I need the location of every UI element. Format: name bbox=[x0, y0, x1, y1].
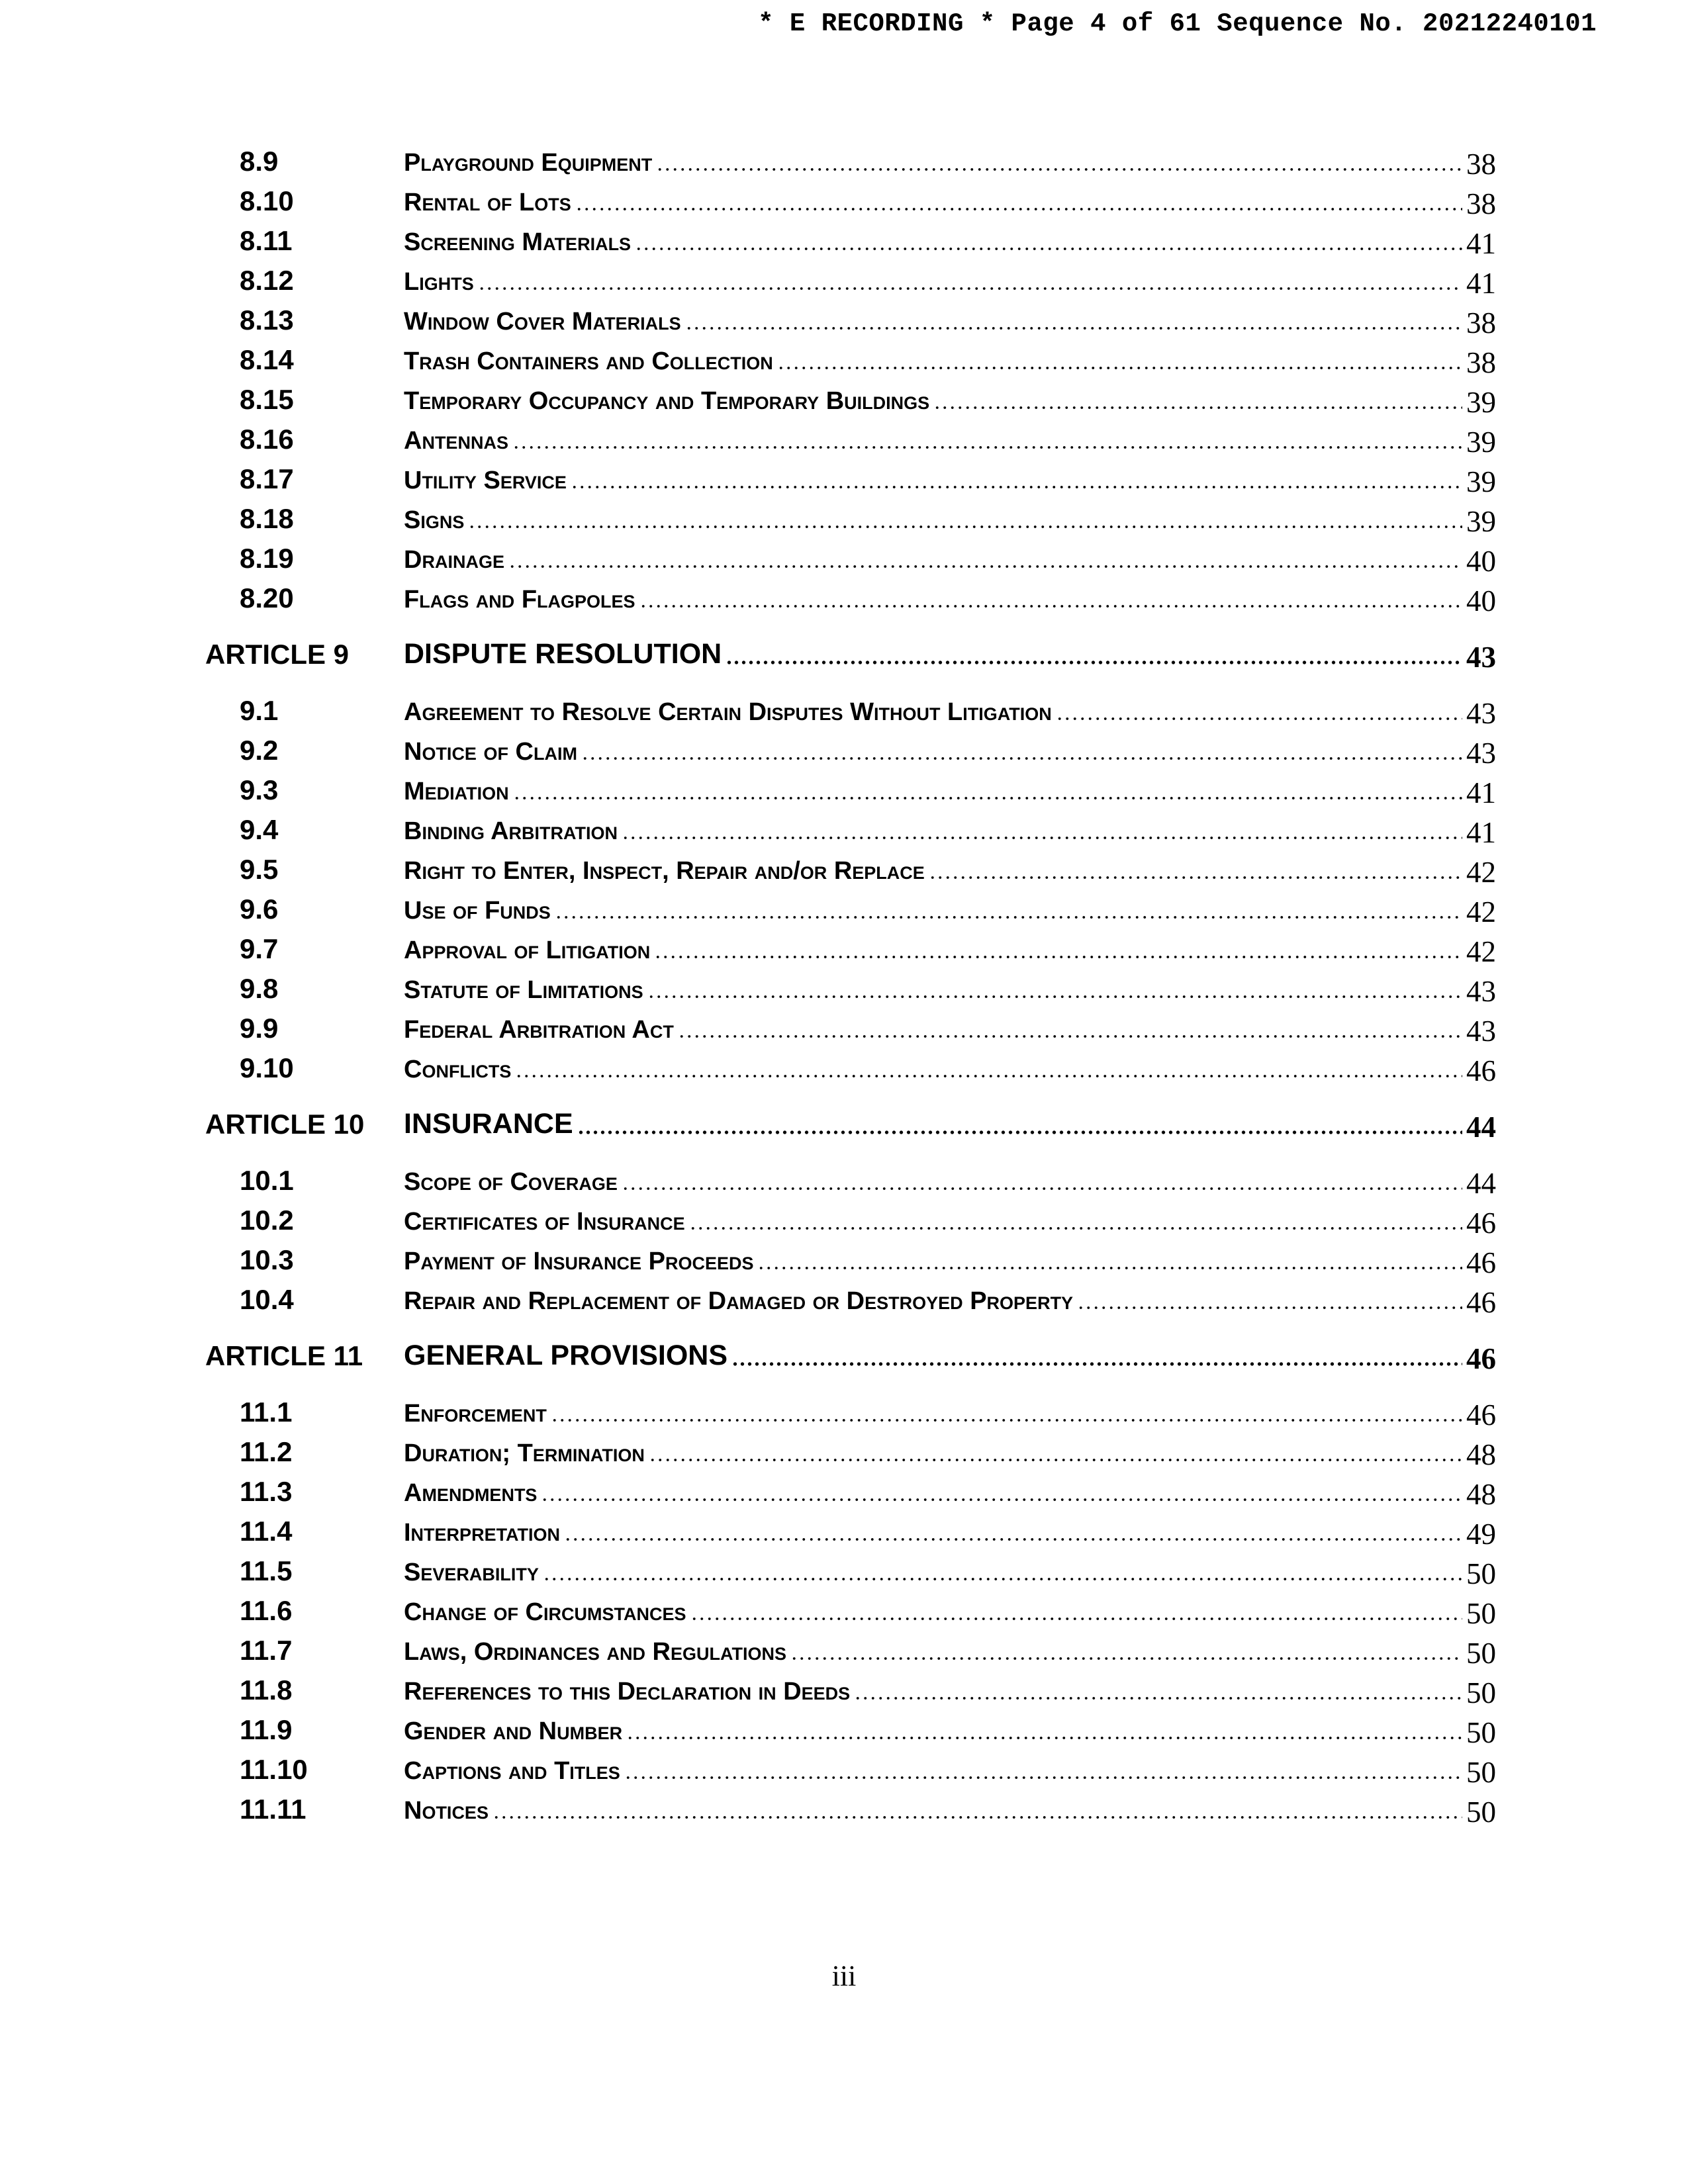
toc-entry-title: Antennas bbox=[404, 427, 508, 455]
toc-entry-page: 39 bbox=[1466, 465, 1496, 498]
toc-entry-page: 50 bbox=[1466, 1756, 1496, 1789]
dot-leader bbox=[478, 287, 1462, 291]
dot-leader bbox=[647, 995, 1462, 999]
toc-entry-title: Notice of Claim bbox=[404, 738, 577, 766]
toc-section-row bbox=[199, 1234, 1496, 1279]
toc-entry-title: Duration; Termination bbox=[404, 1439, 645, 1467]
toc-entry-title: Lights bbox=[404, 268, 474, 296]
toc-entry-title: Conflicts bbox=[404, 1056, 512, 1083]
toc-entry-number: 8.15 bbox=[240, 384, 294, 415]
toc-entry-title: Scope of Coverage bbox=[404, 1168, 618, 1196]
toc-section-row bbox=[199, 136, 1496, 181]
toc-entry-title: Amendments bbox=[404, 1479, 538, 1507]
toc-entry-number: 11.9 bbox=[240, 1714, 293, 1745]
toc-entry-number: 9.4 bbox=[240, 814, 279, 845]
toc-entry-number: 8.19 bbox=[240, 543, 294, 574]
toc-entry-title: Rental of Lots bbox=[404, 189, 571, 216]
toc-section-row bbox=[199, 1195, 1496, 1240]
toc-entry-number: 9.9 bbox=[240, 1013, 279, 1044]
toc-section-row bbox=[199, 1003, 1496, 1048]
toc-section-row bbox=[199, 453, 1496, 498]
toc-section-row bbox=[199, 884, 1496, 929]
toc-entry-number: 8.16 bbox=[240, 424, 294, 455]
toc-section-row bbox=[199, 215, 1496, 260]
toc-entry-title: Mediation bbox=[404, 778, 509, 805]
toc-section-row bbox=[199, 844, 1496, 889]
toc-entry-page: 50 bbox=[1466, 1796, 1496, 1829]
toc-entry-page: 41 bbox=[1466, 776, 1496, 809]
toc-entry-number: 8.11 bbox=[240, 225, 293, 256]
toc-entry-title: Change of Circumstances bbox=[404, 1598, 686, 1626]
toc-entry-page: 46 bbox=[1466, 1246, 1496, 1279]
toc-entry-number: 11.11 bbox=[240, 1794, 306, 1825]
toc-entry-number: 10.1 bbox=[240, 1165, 294, 1196]
toc-entry-number: 11.5 bbox=[240, 1555, 293, 1586]
toc-section-row bbox=[199, 1466, 1496, 1511]
toc-entry-page: 50 bbox=[1466, 1716, 1496, 1749]
toc-section-row bbox=[199, 175, 1496, 220]
toc-entry-title: Utility Service bbox=[404, 467, 567, 494]
toc-entry-number: 9.7 bbox=[240, 933, 279, 964]
dot-leader bbox=[933, 406, 1462, 410]
toc-entry-page: 40 bbox=[1466, 545, 1496, 578]
dot-leader bbox=[678, 1034, 1462, 1038]
toc-entry-page: 38 bbox=[1466, 306, 1496, 340]
toc-section-row bbox=[199, 1704, 1496, 1749]
toc-section-row bbox=[199, 685, 1496, 730]
toc-section-row bbox=[199, 1585, 1496, 1630]
toc-entry-number: 9.2 bbox=[240, 735, 279, 766]
toc-entry-number: 9.8 bbox=[240, 973, 279, 1004]
toc-entry-page: 42 bbox=[1466, 895, 1496, 929]
toc-entry-number: 10.2 bbox=[240, 1205, 294, 1236]
dot-leader bbox=[626, 1736, 1462, 1740]
dot-leader bbox=[929, 876, 1462, 880]
toc-entry-number: 8.17 bbox=[240, 463, 294, 494]
toc-entry-number: 10.3 bbox=[240, 1244, 294, 1275]
toc-section-row bbox=[199, 334, 1496, 379]
toc-section-row bbox=[199, 804, 1496, 849]
toc-entry-title: INSURANCE bbox=[404, 1108, 573, 1140]
dot-leader bbox=[790, 1657, 1462, 1661]
dot-leader bbox=[577, 1130, 1462, 1134]
toc-entry-page: 41 bbox=[1466, 267, 1496, 300]
dot-leader bbox=[551, 1418, 1462, 1422]
toc-section-row bbox=[199, 1155, 1496, 1200]
toc-section-row bbox=[199, 1042, 1496, 1087]
recording-header: * E RECORDING * Page 4 of 61 Sequence No. 20212240101 bbox=[758, 9, 1597, 38]
toc-entry-number: 8.14 bbox=[240, 344, 294, 375]
toc-section-row bbox=[199, 1625, 1496, 1670]
toc-entry-page: 42 bbox=[1466, 935, 1496, 968]
toc-entry-title: GENERAL PROVISIONS bbox=[404, 1340, 728, 1371]
toc-entry-number: 11.2 bbox=[240, 1436, 293, 1467]
toc-entry-number: 11.6 bbox=[240, 1595, 293, 1626]
toc-entry-number: ARTICLE 9 bbox=[205, 639, 350, 670]
toc-entry-title: DISPUTE RESOLUTION bbox=[404, 638, 722, 670]
dot-leader bbox=[512, 445, 1462, 449]
toc-entry-page: 44 bbox=[1466, 1167, 1496, 1200]
toc-section-row bbox=[199, 533, 1496, 578]
toc-entry-title: Use of Funds bbox=[404, 897, 551, 925]
toc-entry-page: 43 bbox=[1466, 975, 1496, 1008]
toc-section-row bbox=[199, 1744, 1496, 1789]
dot-leader bbox=[513, 796, 1462, 800]
toc-entry-number: 8.12 bbox=[240, 265, 294, 296]
toc-entry-title: Screening Materials bbox=[404, 228, 632, 256]
toc-section-row bbox=[199, 1784, 1496, 1829]
toc-section-row bbox=[199, 1274, 1496, 1319]
toc-section-row bbox=[199, 1426, 1496, 1471]
toc-entry-title: Flags and Flagpoles bbox=[404, 586, 635, 614]
toc-entry-number: 9.6 bbox=[240, 893, 279, 925]
dot-leader bbox=[639, 604, 1462, 608]
toc-entry-page: 46 bbox=[1466, 1206, 1496, 1240]
toc-entry-title: References to this Declaration in Deeds bbox=[404, 1678, 851, 1706]
toc-entry-page: 46 bbox=[1466, 1054, 1496, 1087]
dot-leader bbox=[726, 660, 1462, 664]
toc-entry-title: Gender and Number bbox=[404, 1717, 623, 1745]
toc-article-row bbox=[199, 629, 1496, 674]
toc-entry-page: 46 bbox=[1466, 1398, 1496, 1432]
toc-entry-page: 50 bbox=[1466, 1597, 1496, 1630]
toc-entry-page: 50 bbox=[1466, 1637, 1496, 1670]
toc-entry-title: Enforcement bbox=[404, 1400, 547, 1428]
toc-entry-page: 46 bbox=[1466, 1342, 1496, 1375]
dot-leader bbox=[508, 565, 1462, 569]
toc-entry-page: 41 bbox=[1466, 227, 1496, 260]
toc-entry-page: 43 bbox=[1466, 641, 1496, 674]
toc-entry-title: Window Cover Materials bbox=[404, 308, 681, 336]
dot-leader bbox=[777, 366, 1462, 370]
dot-leader bbox=[543, 1577, 1462, 1581]
toc-section-row bbox=[199, 374, 1496, 419]
dot-leader bbox=[468, 525, 1462, 529]
dot-leader bbox=[492, 1815, 1462, 1819]
toc-entry-page: 49 bbox=[1466, 1518, 1496, 1551]
toc-section-row bbox=[199, 923, 1496, 968]
toc-entry-number: 9.5 bbox=[240, 854, 279, 885]
toc-entry-number: 8.18 bbox=[240, 503, 294, 534]
toc-entry-title: Right to Enter, Inspect, Repair and/or Replace bbox=[404, 857, 925, 885]
toc-section-row bbox=[199, 414, 1496, 459]
toc-entry-title: Trash Containers and Collection bbox=[404, 347, 773, 375]
toc-entry-title: Repair and Replacement of Damaged or Destroyed Property bbox=[404, 1287, 1074, 1315]
dot-leader bbox=[624, 1776, 1462, 1780]
dot-leader bbox=[689, 1226, 1462, 1230]
toc-section-row bbox=[199, 255, 1496, 300]
toc-entry-page: 48 bbox=[1466, 1478, 1496, 1511]
toc-entry-page: 43 bbox=[1466, 737, 1496, 770]
toc-entry-page: 39 bbox=[1466, 386, 1496, 419]
toc-entry-number: ARTICLE 10 bbox=[205, 1109, 365, 1140]
toc-entry-number: 8.9 bbox=[240, 146, 279, 177]
toc-entry-title: Payment of Insurance Proceeds bbox=[404, 1248, 754, 1275]
toc-entry-title: Laws, Ordinances and Regulations bbox=[404, 1638, 786, 1666]
toc-entry-page: 39 bbox=[1466, 505, 1496, 538]
toc-section-row bbox=[199, 572, 1496, 617]
toc-entry-page: 39 bbox=[1466, 426, 1496, 459]
dot-leader bbox=[515, 1074, 1462, 1078]
dot-leader bbox=[622, 1187, 1462, 1191]
toc-entry-number: 11.3 bbox=[240, 1476, 293, 1507]
toc-section-row bbox=[199, 725, 1496, 770]
toc-entry-number: 8.20 bbox=[240, 582, 294, 614]
toc-entry-page: 42 bbox=[1466, 856, 1496, 889]
dot-leader bbox=[555, 915, 1462, 919]
dot-leader bbox=[1056, 717, 1462, 721]
toc-entry-page: 38 bbox=[1466, 148, 1496, 181]
toc-section-row bbox=[199, 963, 1496, 1008]
toc-section-row bbox=[199, 1506, 1496, 1551]
dot-leader bbox=[854, 1696, 1462, 1700]
toc-entry-title: Certificates of Insurance bbox=[404, 1208, 685, 1236]
toc-entry-title: Playground Equipment bbox=[404, 149, 653, 177]
toc-entry-page: 48 bbox=[1466, 1438, 1496, 1471]
toc-entry-number: 9.3 bbox=[240, 774, 279, 805]
dot-leader bbox=[757, 1266, 1462, 1270]
dot-leader bbox=[541, 1498, 1462, 1502]
toc-entry-page: 44 bbox=[1466, 1111, 1496, 1144]
dot-leader bbox=[685, 326, 1462, 330]
dot-leader bbox=[690, 1617, 1463, 1621]
toc-entry-number: 11.8 bbox=[240, 1674, 293, 1706]
toc-entry-number: 11.10 bbox=[240, 1754, 308, 1785]
toc-entry-number: 9.10 bbox=[240, 1052, 294, 1083]
toc-entry-title: Binding Arbitration bbox=[404, 817, 618, 845]
toc-entry-page: 38 bbox=[1466, 187, 1496, 220]
dot-leader bbox=[656, 167, 1462, 171]
toc-entry-number: 9.1 bbox=[240, 695, 279, 726]
toc-entry-title: Notices bbox=[404, 1797, 489, 1825]
dot-leader bbox=[564, 1537, 1462, 1541]
toc-article-row bbox=[199, 1099, 1496, 1144]
toc-entry-title: Interpretation bbox=[404, 1519, 561, 1547]
toc-entry-title: Signs bbox=[404, 506, 465, 534]
toc-entry-title: Agreement to Resolve Certain Disputes Without Litigation bbox=[404, 698, 1052, 726]
toc-entry-page: 50 bbox=[1466, 1557, 1496, 1590]
toc-section-row bbox=[199, 1664, 1496, 1709]
toc-article-row bbox=[199, 1330, 1496, 1375]
toc-entry-page: 43 bbox=[1466, 697, 1496, 730]
dot-leader bbox=[731, 1362, 1462, 1366]
toc-entry-title: Drainage bbox=[404, 546, 504, 574]
toc-entry-number: 8.13 bbox=[240, 304, 294, 336]
toc-entry-number: 10.4 bbox=[240, 1284, 294, 1315]
toc-entry-page: 50 bbox=[1466, 1676, 1496, 1709]
dot-leader bbox=[635, 247, 1462, 251]
toc-entry-title: Captions and Titles bbox=[404, 1757, 620, 1785]
toc-entry-title: Temporary Occupancy and Temporary Buildings bbox=[404, 387, 930, 415]
toc-section-row bbox=[199, 493, 1496, 538]
toc-entry-number: 8.10 bbox=[240, 185, 294, 216]
dot-leader bbox=[581, 756, 1462, 760]
toc-entry-number: 11.4 bbox=[240, 1516, 293, 1547]
toc-entry-number: ARTICLE 11 bbox=[205, 1340, 363, 1371]
toc-entry-title: Federal Arbitration Act bbox=[404, 1016, 674, 1044]
toc-entry-page: 38 bbox=[1466, 346, 1496, 379]
dot-leader bbox=[649, 1458, 1462, 1462]
dot-leader bbox=[622, 836, 1462, 840]
toc-entry-title: Approval of Litigation bbox=[404, 936, 651, 964]
toc-section-row bbox=[199, 295, 1496, 340]
toc-section-row bbox=[199, 764, 1496, 809]
toc-entry-number: 11.7 bbox=[240, 1635, 293, 1666]
toc-entry-page: 46 bbox=[1466, 1286, 1496, 1319]
toc-section-row bbox=[199, 1387, 1496, 1432]
dot-leader bbox=[575, 207, 1462, 211]
dot-leader bbox=[571, 485, 1462, 489]
dot-leader bbox=[1077, 1306, 1462, 1310]
page-number-footer: iii bbox=[831, 1960, 857, 1992]
toc-entry-title: Severability bbox=[404, 1559, 539, 1586]
dot-leader bbox=[654, 955, 1462, 959]
toc-entry-page: 43 bbox=[1466, 1015, 1496, 1048]
toc-entry-page: 41 bbox=[1466, 816, 1496, 849]
toc-section-row bbox=[199, 1545, 1496, 1590]
toc-entry-page: 40 bbox=[1466, 584, 1496, 617]
toc-entry-title: Statute of Limitations bbox=[404, 976, 643, 1004]
toc-entry-number: 11.1 bbox=[240, 1396, 293, 1428]
